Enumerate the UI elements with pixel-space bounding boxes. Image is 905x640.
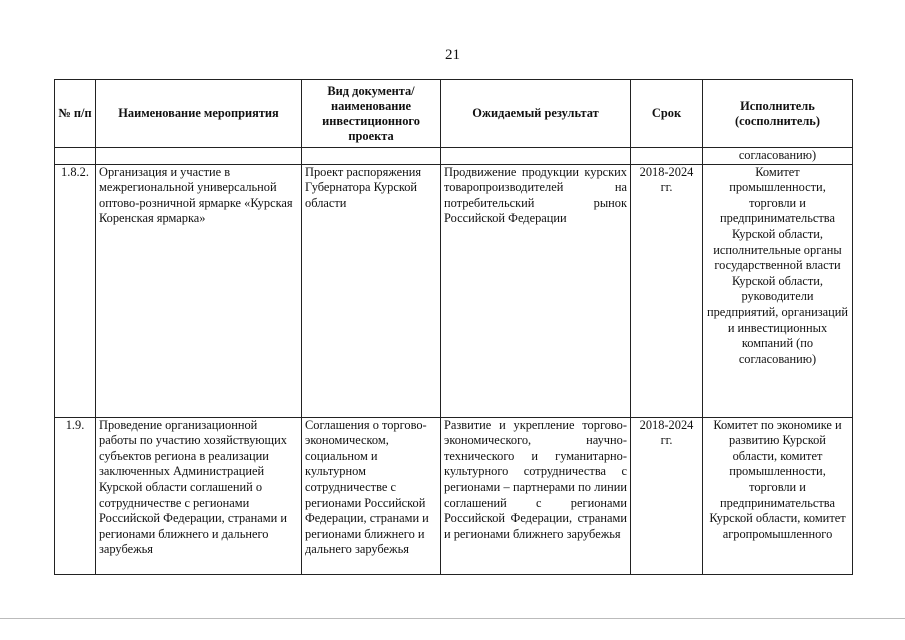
header-name: Наименование мероприятия <box>96 80 302 148</box>
page-number: 21 <box>445 47 460 63</box>
row-doc: Соглашения о торгово-экономическом, социальном и культурном сотрудничестве с регионами Российской Федерации, странами и регионами ближнего и дальнего зарубежья <box>302 417 441 574</box>
header-num: № п/п <box>55 80 96 148</box>
measures-table <box>54 79 853 575</box>
cont-doc <box>302 148 441 165</box>
row-num: 1.8.2. <box>55 164 96 417</box>
row-executor: Комитет промышленности, торговли и предпринимательства Курской области, исполнительные органы государственной власти Курской области, руководители предприятий, организаций и инвестиционных компаний (по согласованию) <box>703 164 853 417</box>
header-executor: Исполнитель (сосполнитель) <box>703 80 853 148</box>
table-header-row <box>55 80 853 148</box>
cont-num <box>55 148 96 165</box>
row-result: Развитие и укрепление торгово-экономического, научно-технического и гуманитарно-культурного сотрудничества с регионами – партнерами по линии соглашений с регионами Российской Федерации, странами и регионами ближнего зарубежья <box>441 417 631 574</box>
table-row <box>55 164 853 417</box>
row-executor: Комитет по экономике и развитию Курской области, комитет промышленности, торговли и предпринимательства Курской области, комитет агропромышленного <box>703 417 853 574</box>
header-doc: Вид документа/ наименование инвестиционного проекта <box>302 80 441 148</box>
cont-name <box>96 148 302 165</box>
continuation-row <box>55 148 853 165</box>
cont-term <box>631 148 703 165</box>
cont-executor: согласованию) <box>703 148 853 165</box>
scan-edge-line <box>0 618 905 619</box>
header-result: Ожидаемый результат <box>441 80 631 148</box>
row-result: Продвижение продукции курских товаропроизводителей на потребительский рынок Российской Федерации <box>441 164 631 417</box>
row-doc: Проект распоряжения Губернатора Курской области <box>302 164 441 417</box>
row-num: 1.9. <box>55 417 96 574</box>
row-term: 2018-2024 гг. <box>631 164 703 417</box>
cont-result <box>441 148 631 165</box>
table-row <box>55 417 853 574</box>
row-term: 2018-2024 гг. <box>631 417 703 574</box>
row-name: Организация и участие в межрегиональной универсальной оптово-розничной ярмарке «Курская Коренская ярмарка» <box>96 164 302 417</box>
row-name: Проведение организационной работы по участию хозяйствующих субъектов региона в реализации заключенных Администрацией Курской области соглашений о сотрудничестве с регионами Российской Федерации, странами и регионами ближнего и дальнего зарубежья <box>96 417 302 574</box>
header-term: Срок <box>631 80 703 148</box>
